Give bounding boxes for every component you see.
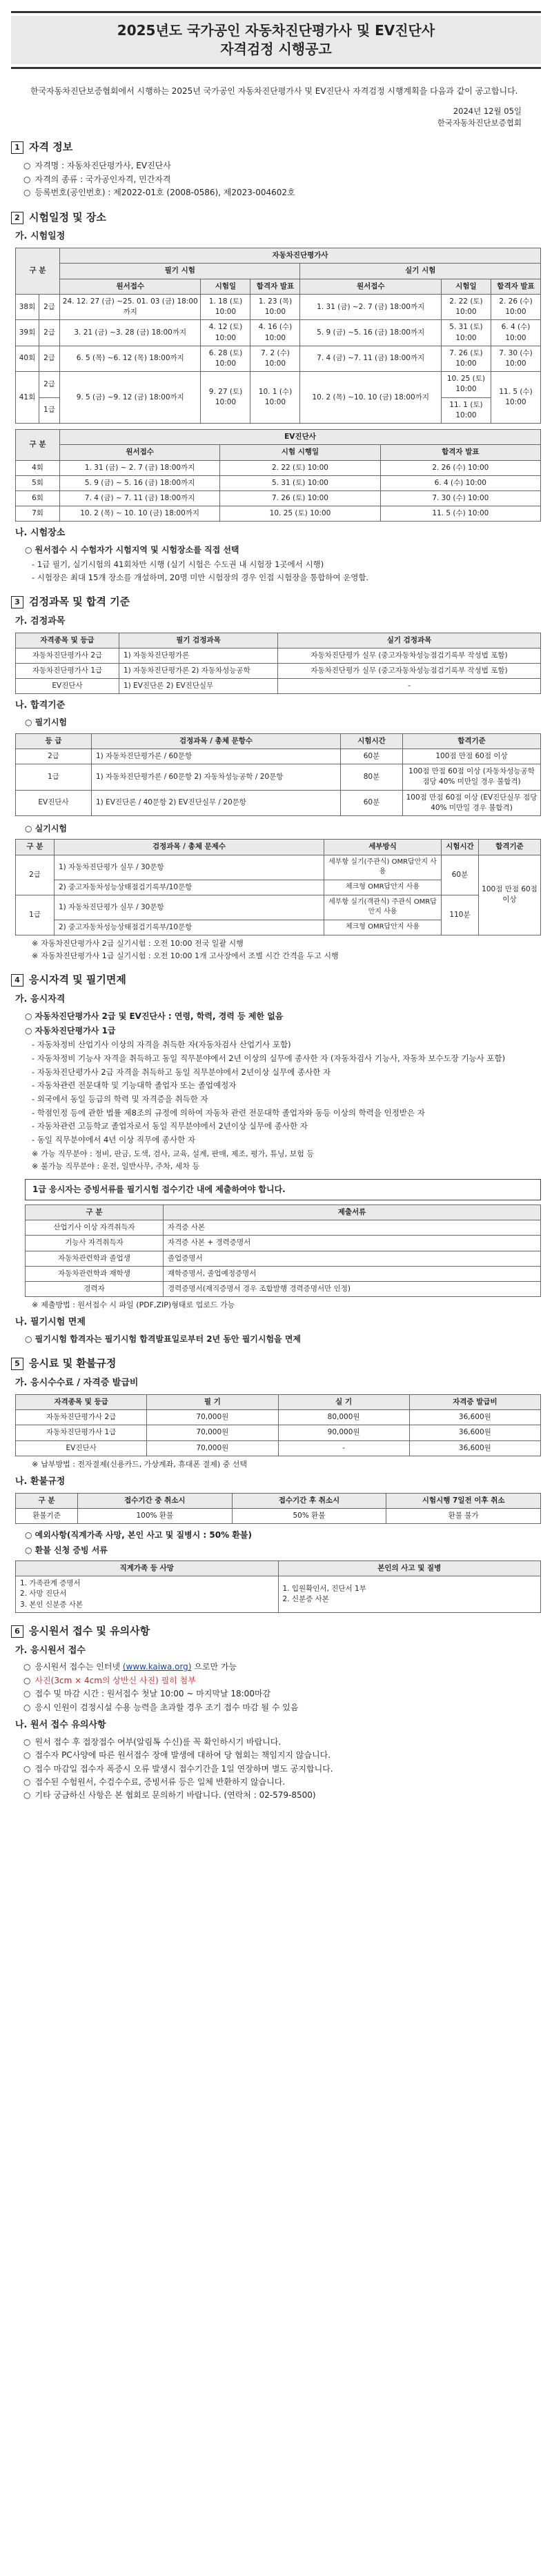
- section-title: 자격 정보: [29, 140, 73, 153]
- table-cell: 110분: [442, 895, 479, 935]
- job-field-notes: [32, 1149, 541, 1172]
- table-cell: 4회: [16, 460, 60, 475]
- list-item: ※ 제출방법 : 원서접수 시 파일 (PDF,ZIP)형태로 업로드 가능: [32, 1300, 541, 1311]
- table-cell: 70,000원: [147, 1440, 278, 1456]
- section-title: 응시원서 접수 및 유의사항: [29, 1624, 150, 1637]
- table-cell: 세부항 실기(주관식) OMR답안지 사용: [324, 855, 442, 880]
- table-row: [26, 1236, 541, 1251]
- table-cell: 11. 1 (토) 10:00: [441, 397, 491, 423]
- table-cell: 100점 만점 60점 이상 (EV진단실무 점당 40% 미만일 경우 불합격): [403, 790, 541, 815]
- table-header-cell: 실기 검정과목: [278, 633, 541, 648]
- table-cell: 36,600원: [409, 1425, 540, 1440]
- table-header-cell: 시험일: [441, 279, 491, 294]
- table-header-cell: 구 분: [16, 248, 60, 295]
- list-item: ○ 원서 접수 후 접장접수 여부(알림톡 수신)를 꼭 확인하시기 바랍니다.: [23, 1736, 541, 1748]
- title-line-2: 자격검정 시행공고: [220, 41, 332, 57]
- refund-exception: ○ 예외사항(직계가족 사망, 본인 사고 및 질병시 : 50% 환불): [25, 1529, 541, 1541]
- table-cell: 2급: [39, 346, 60, 371]
- table-header-cell: 자격종목 및 등급: [16, 633, 119, 648]
- table-cell: 60분: [341, 790, 403, 815]
- list-item: ○ 자격명 : 자동차진단평가사, EV진단사: [23, 160, 541, 172]
- table-cell: 자동차진단평가 실무 (중고자동차성능점검기록부 작성법 포함): [278, 664, 541, 679]
- table-cell: 1급: [16, 764, 92, 790]
- table-cell: 경력자: [26, 1282, 164, 1297]
- table-row: [16, 1576, 541, 1613]
- list-item: ○ 접수 마감일 접수자 폭증시 오류 발생시 접수기간을 1일 연장하며 별도 공지합니다.: [23, 1763, 541, 1775]
- table-cell: -: [278, 1440, 409, 1456]
- section-number: 2: [11, 212, 23, 224]
- list-item: - 외국에서 동일 등급의 학력 및 자격증을 취득한 자: [32, 1093, 541, 1105]
- table-cell: 7. 4 (금) ~7. 11 (금) 18:00까지: [300, 346, 441, 371]
- table-cell: 체크형 OMR답안지 사용: [324, 920, 442, 935]
- table-cell: 자동차진단평가사 2급: [16, 1410, 147, 1425]
- table-cell: 7. 4 (금) ~ 7. 11 (금) 18:00까지: [60, 491, 220, 506]
- section-title: 시험일정 및 장소: [29, 210, 106, 224]
- section-subjects: [11, 595, 541, 962]
- table-cell: 1급: [16, 895, 55, 935]
- table-cell: 80분: [341, 764, 403, 790]
- table-header-cell: 시험시행 7일전 이후 취소: [386, 1493, 541, 1508]
- table-header-cell: 원서접수: [60, 445, 220, 460]
- table-cell: EV진단사: [16, 679, 119, 694]
- table-cell: 1. 31 (금) ~ 2. 7 (금) 18:00까지: [60, 460, 220, 475]
- table-header-cell: 세부방식: [324, 840, 442, 855]
- table-cell: 자동차진단평가 실무 (중고자동차성능점검기록부 작성법 포함): [278, 648, 541, 663]
- eligibility-list: [32, 1039, 541, 1145]
- table-header-cell: 합격자 발표: [491, 279, 540, 294]
- table-row: [16, 346, 541, 371]
- subsection-title: 나. 시험장소: [15, 528, 66, 539]
- table-cell: 재학증명서, 졸업예정증명서: [164, 1266, 541, 1281]
- documents-table: [25, 1205, 541, 1297]
- list-item: - 1급 필기, 실기시험의 41회차만 시행 (실기 시험은 수도권 내 시험장 1곳에서 시행): [32, 559, 541, 571]
- subsection-title: 가. 검정과목: [15, 615, 66, 626]
- table-cell: 4. 12 (토) 10:00: [201, 320, 250, 346]
- eligibility-general: ○ 자동차진단평가사 2급 및 EV진단사 : 연령, 학력, 경력 등 제한 없음: [25, 1011, 541, 1022]
- table-cell: 100점 만점 60점 이상: [403, 749, 541, 764]
- written-pass-table: [15, 733, 541, 816]
- table-header-cell: 시험시간: [341, 733, 403, 749]
- table-cell: 1) 자동차진단평가 실무 / 30문항: [55, 855, 324, 880]
- title-line-1: 2025년도 국가공인 자동차진단평가사 및 EV진단사: [117, 22, 435, 39]
- list-item: - 시험장은 최대 15개 장소를 개설하며, 20명 미만 시험장의 경우 인접 시험장을 통합하여 운영함.: [32, 572, 541, 584]
- table-cell: 6. 4 (수) 10:00: [491, 320, 540, 346]
- table-cell: 5. 31 (토) 10:00: [441, 320, 491, 346]
- table-row: [26, 1266, 541, 1281]
- table-cell: 6. 4 (수) 10:00: [380, 475, 540, 491]
- list-item: - 학점인정 등에 관한 법률 제8조의 규정에 의하여 자동차 관련 전문대학 졸업자와 동등 이상의 학력을 인정받은 자: [32, 1107, 541, 1119]
- table-cell: 10. 25 (토) 10:00: [220, 506, 380, 522]
- table-header-cell: 직계가족 등 사망: [16, 1561, 279, 1576]
- table-row: [26, 1220, 541, 1236]
- table-header-cell: 등 급: [16, 733, 92, 749]
- table-cell: 5회: [16, 475, 60, 491]
- table-cell: 60분: [442, 855, 479, 895]
- subsection-title: 가. 응시수수료 / 자격증 발급비: [15, 1378, 139, 1389]
- table-cell: 2) 중고자동차성능상태점검기록부/10문항: [55, 920, 324, 935]
- table-cell: 7회: [16, 506, 60, 522]
- table-header-cell: 자동차진단평가사: [60, 248, 541, 264]
- refund-table: [15, 1493, 541, 1524]
- intro-text: 한국자동차진단보증협회에서 시행하는 2025년 국가공인 자동차진단평가사 및 EV진단사 자격검정 시행계획을 다음과 같이 공고합니다.: [30, 86, 518, 96]
- table-header-cell: 합격기준: [479, 840, 541, 855]
- section-number: 5: [11, 1358, 23, 1370]
- table-row: [16, 372, 541, 397]
- subsection-title: 나. 합격기준: [15, 700, 66, 711]
- table-cell: 7. 30 (수) 10:00: [380, 491, 540, 506]
- exemption-text: ○ 필기시험 합격자는 필기시험 합격발표일로부터 2년 동안 필기시험을 면제: [25, 1334, 541, 1345]
- table-header-cell: 합격기준: [403, 733, 541, 749]
- table-cell: 환불기준: [16, 1508, 78, 1523]
- table-row: [26, 1251, 541, 1266]
- table-cell: 자동차진단평가사 1급: [16, 664, 119, 679]
- table-header-cell: 시험시간: [442, 840, 479, 855]
- section-number: 6: [11, 1625, 23, 1638]
- section-title: 응시료 및 환불규정: [29, 1357, 117, 1370]
- list-item: - 자동차진단평가사 2급 자격을 취득하고 동일 직무분야에서 2년이상 실무에 종사한 자: [32, 1067, 541, 1078]
- list-item: ○ 응시 인원이 검정시설 수용 능력을 초과할 경우 조기 접수 마감 될 수 있음: [23, 1702, 541, 1714]
- table-row: [16, 648, 541, 663]
- table-cell: 환불 불가: [386, 1508, 541, 1523]
- table-header-cell: 본인의 사고 및 질병: [278, 1561, 541, 1576]
- table-header-cell: 구 분: [26, 1205, 164, 1220]
- list-item: - 자동차관련 전문대학 및 기능대학 졸업자 또는 졸업예정자: [32, 1080, 541, 1091]
- table-cell: 자동차관련학과 졸업생: [26, 1251, 164, 1266]
- table-header-cell: 합격자 발표: [250, 279, 300, 294]
- table-header-cell: 필기 시험: [60, 264, 300, 279]
- table-cell: 자동차진단평가사 2급: [16, 648, 119, 663]
- org-name: 한국자동차진단보증협회: [437, 118, 522, 128]
- subjects-table: [15, 633, 541, 695]
- table-cell: 2. 22 (토) 10:00: [220, 460, 380, 475]
- subsection-title: 가. 응시자격: [15, 993, 66, 1004]
- caution-list: [23, 1736, 541, 1802]
- table-cell: 36,600원: [409, 1440, 540, 1456]
- subsection-title: 가. 응시원서 접수: [15, 1645, 86, 1656]
- table-cell: 1) 자동차진단평가론 2) 자동차성능공학: [119, 664, 278, 679]
- refund-documents-table: [15, 1561, 541, 1613]
- notice-text: 1급 응시자는 증빙서류를 필기시험 접수기간 내에 제출하여야 합니다.: [32, 1184, 286, 1194]
- list-item: ※ 불가능 직무분야 : 운전, 일반사무, 주차, 세차 등: [32, 1161, 541, 1172]
- list-item: ○ 접수자 PC사양에 따른 원서접수 장애 발생에 대하여 당 협회는 책임지지 않습니다.: [23, 1750, 541, 1761]
- table-cell: 11. 5 (수) 10:00: [491, 372, 540, 424]
- list-item: - 동일 직무분야에서 4년 이상 직무에 종사한 자: [32, 1134, 541, 1146]
- list-item: ○ 기타 궁금하신 사항은 본 협회로 문의하기 바랍니다. (연락처 : 02-579-8500): [23, 1790, 541, 1801]
- table-cell: -: [278, 679, 541, 694]
- table-header-cell: 구 분: [16, 1493, 78, 1508]
- table-header-cell: 합격자 발표: [380, 445, 540, 460]
- practical-pass-table: [15, 839, 541, 935]
- table-cell: 1. 23 (목) 10:00: [250, 294, 300, 319]
- table-row: [16, 664, 541, 679]
- list-item: - 자동차정비 산업기사 이상의 자격을 취득한 자(자동차검사 산업기사 포함): [32, 1039, 541, 1051]
- table-cell: 70,000원: [147, 1425, 278, 1440]
- list-item: ※ 납부방법 : 전자결제(신용카드, 가상계좌, 휴대폰 결제) 중 선택: [32, 1459, 541, 1470]
- table-row: [16, 749, 541, 764]
- table-cell: 1) 자동차진단평가론 / 60문항: [92, 749, 341, 764]
- table-cell: 11. 5 (수) 10:00: [380, 506, 540, 522]
- table-cell: 10. 2 (목) ~10. 10 (금) 18:00까지: [300, 372, 441, 424]
- table-row: [16, 294, 541, 319]
- table-cell: 10. 1 (수) 10:00: [250, 372, 300, 424]
- table-cell: 산업기사 이상 자격취득자: [26, 1220, 164, 1236]
- list-item: ○ 자격의 종류 : 국가공인자격, 민간자격: [23, 174, 541, 186]
- table-cell: 1) EV진단론 / 40문항 2) EV진단실무 / 20문항: [92, 790, 341, 815]
- notice-date: 2024년 12월 05일: [453, 106, 522, 117]
- table-cell: 6회: [16, 491, 60, 506]
- table-cell: 5. 31 (토) 10:00: [220, 475, 380, 491]
- table-row: [16, 1508, 541, 1523]
- table-cell: 1급: [39, 397, 60, 423]
- list-item: ○ 등록번호(공인번호) : 제2022-01호 (2008-0586), 제2023-004602호: [23, 187, 541, 199]
- practical-notes: [32, 938, 541, 962]
- list-item: - 자동차정비 기능사 자격을 취득하고 동일 직무분야에서 2년 이상의 실무에 종사한 자 (자동차검사 기능사, 자동차 보수도장 기능사 포함): [32, 1053, 541, 1064]
- table-header-cell: EV진단사: [60, 430, 541, 445]
- table-cell: 2. 22 (토) 10:00: [441, 294, 491, 319]
- table-row: [16, 1440, 541, 1456]
- table-cell: 60분: [341, 749, 403, 764]
- table-header-cell: 필 기: [147, 1395, 278, 1410]
- subsection-title: 나. 환불규정: [15, 1476, 66, 1487]
- table-cell: 세부항 실기(객관식) 주관식 OMR답안지 사용: [324, 895, 442, 920]
- table-cell: 10. 2 (목) ~ 10. 10 (금) 18:00까지: [60, 506, 220, 522]
- table-cell: 1. 가족관계 증명서 2. 사망 진단서 3. 본인 신분증 사본: [16, 1576, 279, 1613]
- title-box: [11, 11, 541, 69]
- exam-place-notes: [32, 559, 541, 584]
- table-row: [16, 460, 541, 475]
- table-header-cell: 실 기: [278, 1395, 409, 1410]
- eligibility-grade1: ○ 자동차진단평가사 1급: [25, 1025, 541, 1037]
- qualification-list: [23, 160, 541, 199]
- application-list: [23, 1661, 541, 1714]
- written-exam-label: ○ 필기시험: [25, 717, 541, 729]
- submission-note: [32, 1300, 541, 1311]
- table-cell: 경력증명서(재직증명서 경우 조합발행 경력증명서만 인정): [164, 1282, 541, 1297]
- table-row: [16, 491, 541, 506]
- table-header-cell: 구 분: [16, 840, 55, 855]
- table-cell: 졸업증명서: [164, 1251, 541, 1266]
- subsection-title: 나. 필기시험 면제: [15, 1317, 86, 1328]
- table-cell: 2급: [39, 320, 60, 346]
- refund-documents-label: ○ 환불 신청 증빙 서류: [25, 1545, 541, 1556]
- table-cell: 50% 환불: [232, 1508, 386, 1523]
- website-link[interactable]: (www.kaiwa.org): [122, 1662, 192, 1672]
- table-header-cell: 원서접수: [300, 279, 441, 294]
- table-cell: 40회: [16, 346, 39, 371]
- table-cell: 4. 16 (수) 10:00: [250, 320, 300, 346]
- table-cell: 7. 26 (토) 10:00: [441, 346, 491, 371]
- list-item: - 자동차관련 고등학교 졸업자로서 동일 직무분야에서 2년이상 실무에 종사한 자: [32, 1120, 541, 1132]
- schedule-table-ev: [15, 429, 541, 522]
- table-row: [16, 320, 541, 346]
- table-cell: 36,600원: [409, 1410, 540, 1425]
- list-item: ○ 응시원서 접수는 인터넷 (www.kaiwa.org) 으로만 가능: [23, 1661, 541, 1673]
- table-header-cell: 원서접수: [60, 279, 201, 294]
- list-item: ○ 접수된 수험원서, 수검수수료, 증빙서류 등은 일체 반환하지 않습니다.: [23, 1776, 541, 1788]
- table-row: [16, 1410, 541, 1425]
- table-cell: 39회: [16, 320, 39, 346]
- list-item: ※ 자동차진단평가사 2급 실기시험 : 오전 10:00 전국 일괄 시행: [32, 938, 541, 949]
- schedule-table-evaluator: [15, 248, 541, 424]
- table-cell: 1. 31 (금) ~2. 7 (금) 18:00까지: [300, 294, 441, 319]
- list-item: ○ 접수 및 마감 시간 : 원서접수 첫날 10:00 ~ 마지막날 18:00마감: [23, 1688, 541, 1700]
- table-cell: 자동차관련학과 재학생: [26, 1266, 164, 1281]
- table-cell: 1) 자동차진단평가론: [119, 648, 278, 663]
- table-cell: 자동차진단평가사 1급: [16, 1425, 147, 1440]
- table-cell: 9. 5 (금) ~9. 12 (금) 18:00까지: [60, 372, 201, 424]
- table-cell: 100% 환불: [78, 1508, 233, 1523]
- table-cell: 5. 9 (금) ~ 5. 16 (금) 18:00까지: [60, 475, 220, 491]
- table-header-cell: 접수기간 중 취소시: [78, 1493, 233, 1508]
- table-cell: 2. 26 (수) 10:00: [491, 294, 540, 319]
- table-header-cell: 시험일: [201, 279, 250, 294]
- list-item: ※ 가능 직무분야 : 정비, 판금, 도색, 검사, 교육, 설계, 판매, 제조, 평가, 튜닝, 보험 등: [32, 1149, 541, 1160]
- table-cell: 10. 25 (토) 10:00: [441, 372, 491, 397]
- section-application: [11, 1624, 541, 1802]
- table-cell: EV진단사: [16, 1440, 147, 1456]
- table-cell: 2급: [39, 294, 60, 319]
- subsection-title: 나. 원서 접수 유의사항: [15, 1719, 106, 1730]
- subsection-title: 가. 시험일정: [15, 231, 66, 242]
- list-item: ○ 사진(3cm × 4cm의 상반신 사진) 필히 첨부: [23, 1675, 541, 1687]
- table-header-cell: 실기 시험: [300, 264, 541, 279]
- table-cell: 1) 자동차진단평가 실무 / 30문항: [55, 895, 324, 920]
- table-cell: 1. 18 (토) 10:00: [201, 294, 250, 319]
- table-row: [16, 855, 541, 880]
- section-qualification-info: [11, 140, 541, 199]
- table-header-cell: 접수기간 후 취소시: [232, 1493, 386, 1508]
- table-cell: 기능사 자격취득자: [26, 1236, 164, 1251]
- table-cell: 1. 입원확인서, 진단서 1부 2. 신분증 사본: [278, 1576, 541, 1613]
- section-eligibility: [11, 973, 541, 1346]
- table-cell: 5. 9 (금) ~5. 16 (금) 18:00까지: [300, 320, 441, 346]
- section-number: 4: [11, 974, 23, 987]
- table-cell: 7. 2 (수) 10:00: [250, 346, 300, 371]
- table-cell: 24. 12. 27 (금) ~25. 01. 03 (금) 18:00까지: [60, 294, 201, 319]
- table-cell: 1) EV진단론 2) EV진단실무: [119, 679, 278, 694]
- table-cell: 100점 만점 60점 이상 (자동차성능공학 점당 40% 미만일 경우 불합격): [403, 764, 541, 790]
- fee-table: [15, 1394, 541, 1456]
- table-header-cell: 검정과목 / 총체 문항수: [92, 733, 341, 749]
- table-header-cell: 제출서류: [164, 1205, 541, 1220]
- payment-note: [32, 1459, 541, 1470]
- practical-exam-label: ○ 실기시험: [25, 823, 541, 835]
- table-row: [16, 1425, 541, 1440]
- table-header-cell: 구 분: [16, 430, 60, 460]
- table-row: [26, 1282, 541, 1297]
- table-cell: 1) 자동차진단평가론 / 60문항 2) 자동차성능공학 / 20문항: [92, 764, 341, 790]
- table-row: [16, 895, 541, 920]
- table-row: [16, 506, 541, 522]
- table-header-cell: 시험 시행일: [220, 445, 380, 460]
- table-cell: 3. 21 (금) ~3. 28 (금) 18:00까지: [60, 320, 201, 346]
- table-header-cell: 자격증 발급비: [409, 1395, 540, 1410]
- exam-place-main: ○ 원서접수 시 수험자가 시험지역 및 시험장소를 직접 선택: [25, 544, 541, 556]
- table-cell: 100점 만점 60점 이상: [479, 855, 541, 935]
- table-row: [16, 764, 541, 790]
- table-cell: 6. 28 (토) 10:00: [201, 346, 250, 371]
- table-cell: 9. 27 (토) 10:00: [201, 372, 250, 424]
- table-cell: 2급: [39, 372, 60, 397]
- section-title: 응시자격 및 필기면제: [29, 973, 126, 986]
- table-cell: 6. 5 (목) ~6. 12 (목) 18:00까지: [60, 346, 201, 371]
- table-cell: 2급: [16, 749, 92, 764]
- section-schedule: [11, 210, 541, 584]
- table-cell: 80,000원: [278, 1410, 409, 1425]
- table-cell: 41회: [16, 372, 39, 424]
- table-cell: 7. 30 (수) 10:00: [491, 346, 540, 371]
- documents-notice: [25, 1179, 541, 1200]
- table-cell: 70,000원: [147, 1410, 278, 1425]
- table-header-cell: 자격종목 및 등급: [16, 1395, 147, 1410]
- table-cell: 38회: [16, 294, 39, 319]
- table-header-cell: 필기 검정과목: [119, 633, 278, 648]
- list-item: ※ 자동차진단평가사 1급 실기시험 : 오전 10:00 1개 고사장에서 조별 시간 간격을 두고 시행: [32, 951, 541, 962]
- table-cell: 7. 26 (토) 10:00: [220, 491, 380, 506]
- table-cell: 2. 26 (수) 10:00: [380, 460, 540, 475]
- table-row: [16, 475, 541, 491]
- section-title: 검정과목 및 합격 기준: [29, 595, 130, 608]
- table-cell: 2급: [16, 855, 55, 895]
- table-cell: 자격증 사본: [164, 1220, 541, 1236]
- table-cell: 체크형 OMR답안지 사용: [324, 880, 442, 895]
- table-cell: EV진단사: [16, 790, 92, 815]
- table-row: [16, 790, 541, 815]
- section-number: 3: [11, 596, 23, 608]
- section-fees: [11, 1356, 541, 1612]
- table-cell: 자격증 사본 + 경력증명서: [164, 1236, 541, 1251]
- section-number: 1: [11, 141, 23, 154]
- table-header-cell: 검정과목 / 총체 문제수: [55, 840, 324, 855]
- table-row: [16, 679, 541, 694]
- table-cell: 90,000원: [278, 1425, 409, 1440]
- table-cell: 2) 중고자동차성능상태점검기록부/10문항: [55, 880, 324, 895]
